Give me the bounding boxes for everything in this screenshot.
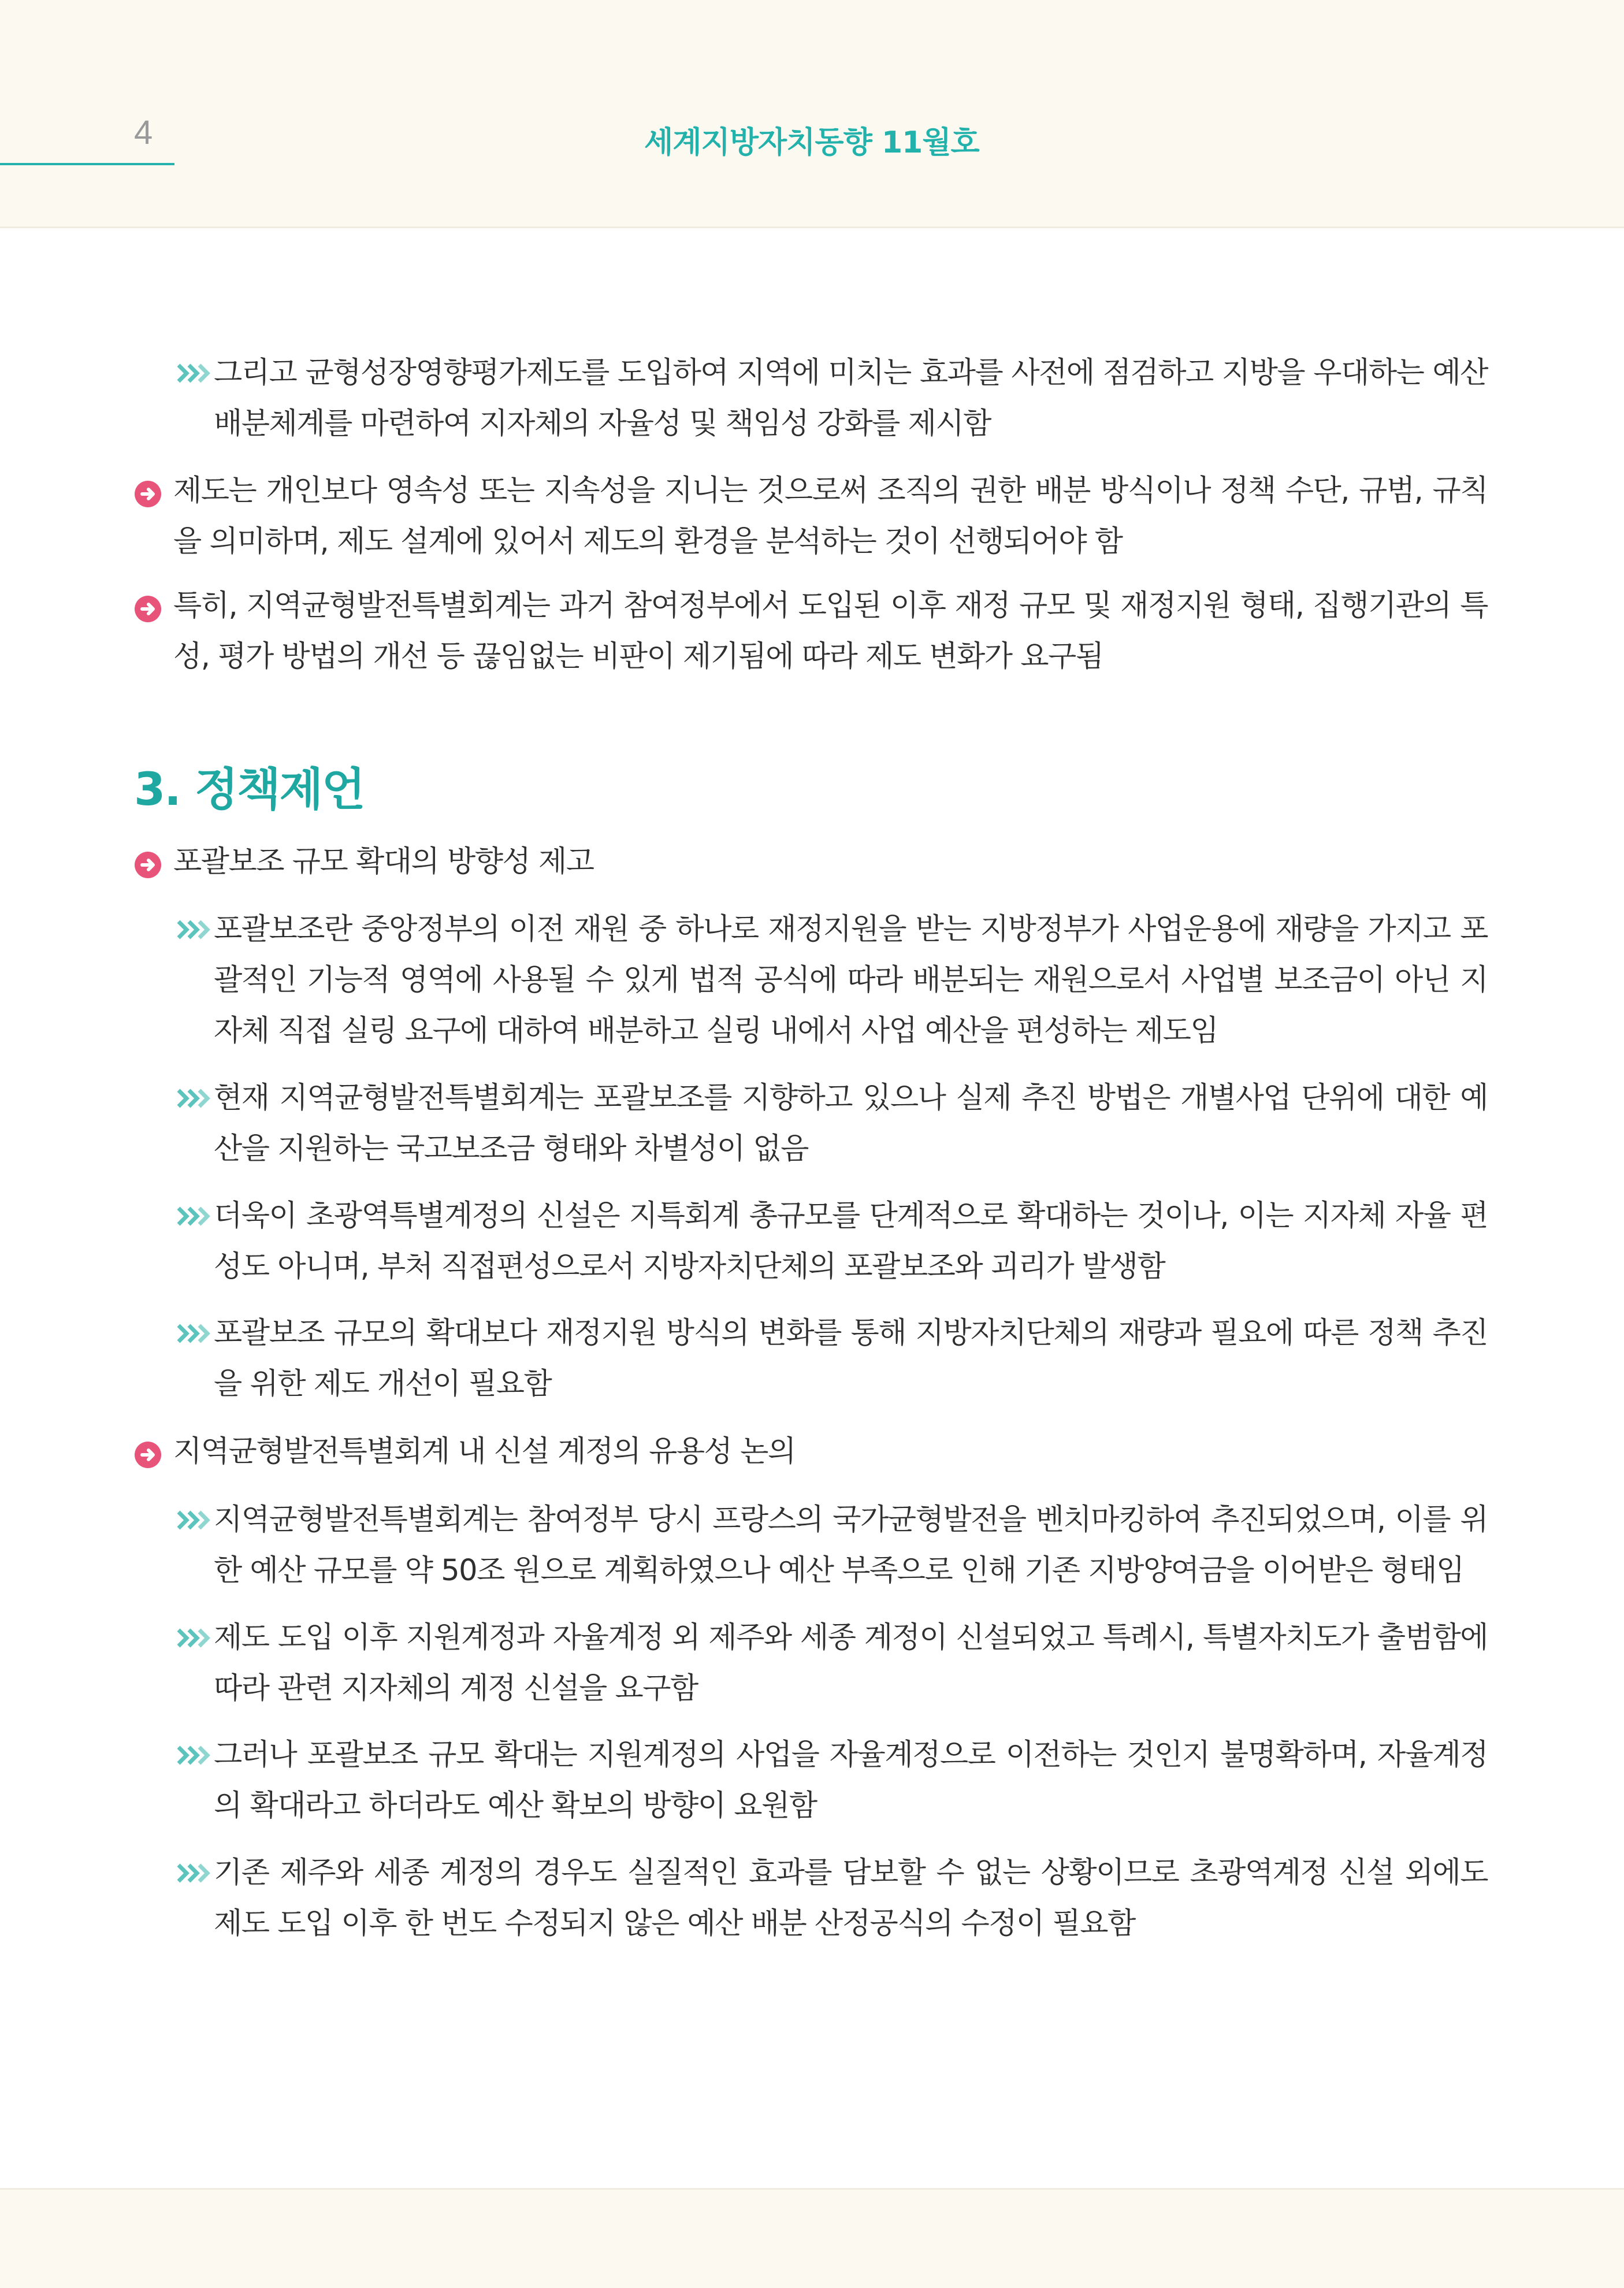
circle-arrow-icon [135,1442,161,1468]
list-item [214,1613,1488,1714]
double-chevron-icon [176,1322,212,1345]
list-item [214,1495,1488,1596]
list-item [173,837,1488,887]
circle-arrow-icon [135,852,161,878]
publication-title: 세계지방자치동향 11월호 [644,125,979,160]
list-item [214,348,1488,450]
list-item-text: 포괄보조 규모 확대의 방향성 제고 [173,845,594,879]
list-item [214,1730,1488,1832]
double-chevron-icon [176,1509,212,1532]
footer-band [0,2188,1624,2288]
list-item [173,466,1488,567]
list-item [214,1308,1488,1410]
double-chevron-icon [176,1626,212,1650]
list-item [214,1848,1488,1949]
page-number: 4 [134,114,153,151]
list-item-text: 특히, 지역균형발전특별회계는 과거 참여정부에서 도입된 이후 재정 규모 및 재정지원 형태, 집행기관의 특성, 평가 방법의 개선 등 끊임없는 비판이 제기됨에 따라 제도 변화가 요구됨 [173,589,1488,674]
circle-arrow-icon [135,596,161,622]
header-rule [0,163,174,165]
list-item-text: 그리고 균형성장영향평가제도를 도입하여 지역에 미치는 효과를 사전에 점검하고 지방을 우대하는 예산 배분체계를 마련하여 지자체의 자율성 및 책임성 강화를 제시함 [214,356,1488,441]
list-item-text: 지역균형발전특별회계 내 신설 계정의 유용성 논의 [173,1435,796,1469]
list-item-text: 지역균형발전특별회계는 참여정부 당시 프랑스의 국가균형발전을 벤치마킹하여 추진되었으며, 이를 위한 예산 규모를 약 50조 원으로 계획하였으나 예산 부족으로 인해 기존 지방양여금을 이어받은 형태임 [214,1503,1488,1588]
double-chevron-icon [176,918,212,941]
section-heading: 3. 정책제언 [134,764,365,816]
list-item [214,1191,1488,1292]
list-item-text: 현재 지역균형발전특별회계는 포괄보조를 지향하고 있으나 실제 추진 방법은 개별사업 단위에 대한 예산을 지원하는 국고보조금 형태와 차별성이 없음 [214,1081,1488,1166]
list-item [214,904,1488,1057]
double-chevron-icon [176,1862,212,1885]
double-chevron-icon [176,1744,212,1767]
list-item-text: 포괄보조 규모의 확대보다 재정지원 방식의 변화를 통해 지방자치단체의 재량과 필요에 따른 정책 추진을 위한 제도 개선이 필요함 [214,1316,1488,1401]
list-item [214,1073,1488,1175]
circle-arrow-icon [135,481,161,507]
list-item-text: 제도 도입 이후 지원계정과 자율계정 외 제주와 세종 계정이 신설되었고 특례시, 특별자치도가 출범함에 따라 관련 지자체의 계정 신설을 요구함 [214,1621,1488,1706]
list-item [173,581,1488,682]
double-chevron-icon [176,1087,212,1110]
list-item-text: 제도는 개인보다 영속성 또는 지속성을 지니는 것으로써 조직의 권한 배분 방식이나 정책 수단, 규범, 규칙을 의미하며, 제도 설계에 있어서 제도의 환경을 분석하는 것이 선행되어야 함 [173,474,1488,559]
list-item-text: 포괄보조란 중앙정부의 이전 재원 중 하나로 재정지원을 받는 지방정부가 사업운용에 재량을 가지고 포괄적인 기능적 영역에 사용될 수 있게 법적 공식에 따라 배분되는 재원으로서 사업별 보조금이 아닌 지자체 직접 실링 요구에 대하여 배분하고 실링 내에서 사업 예산을 편성하는 제도임 [214,912,1488,1048]
list-item-text: 그러나 포괄보조 규모 확대는 지원계정의 사업을 자율계정으로 이전하는 것인지 불명확하며, 자율계정의 확대라고 하더라도 예산 확보의 방향이 요원함 [214,1738,1488,1823]
header-band [0,0,1624,228]
double-chevron-icon [176,362,212,385]
double-chevron-icon [176,1205,212,1228]
list-item [173,1427,1488,1477]
list-item-text: 더욱이 초광역특별계정의 신설은 지특회계 총규모를 단계적으로 확대하는 것이나, 이는 지자체 자율 편성도 아니며, 부처 직접편성으로서 지방자치단체의 포괄보조와 괴리가 발생함 [214,1199,1488,1284]
list-item-text: 기존 제주와 세종 계정의 경우도 실질적인 효과를 담보할 수 없는 상황이므로 초광역계정 신설 외에도 제도 도입 이후 한 번도 수정되지 않은 예산 배분 산정공식의 수정이 필요함 [214,1856,1488,1941]
